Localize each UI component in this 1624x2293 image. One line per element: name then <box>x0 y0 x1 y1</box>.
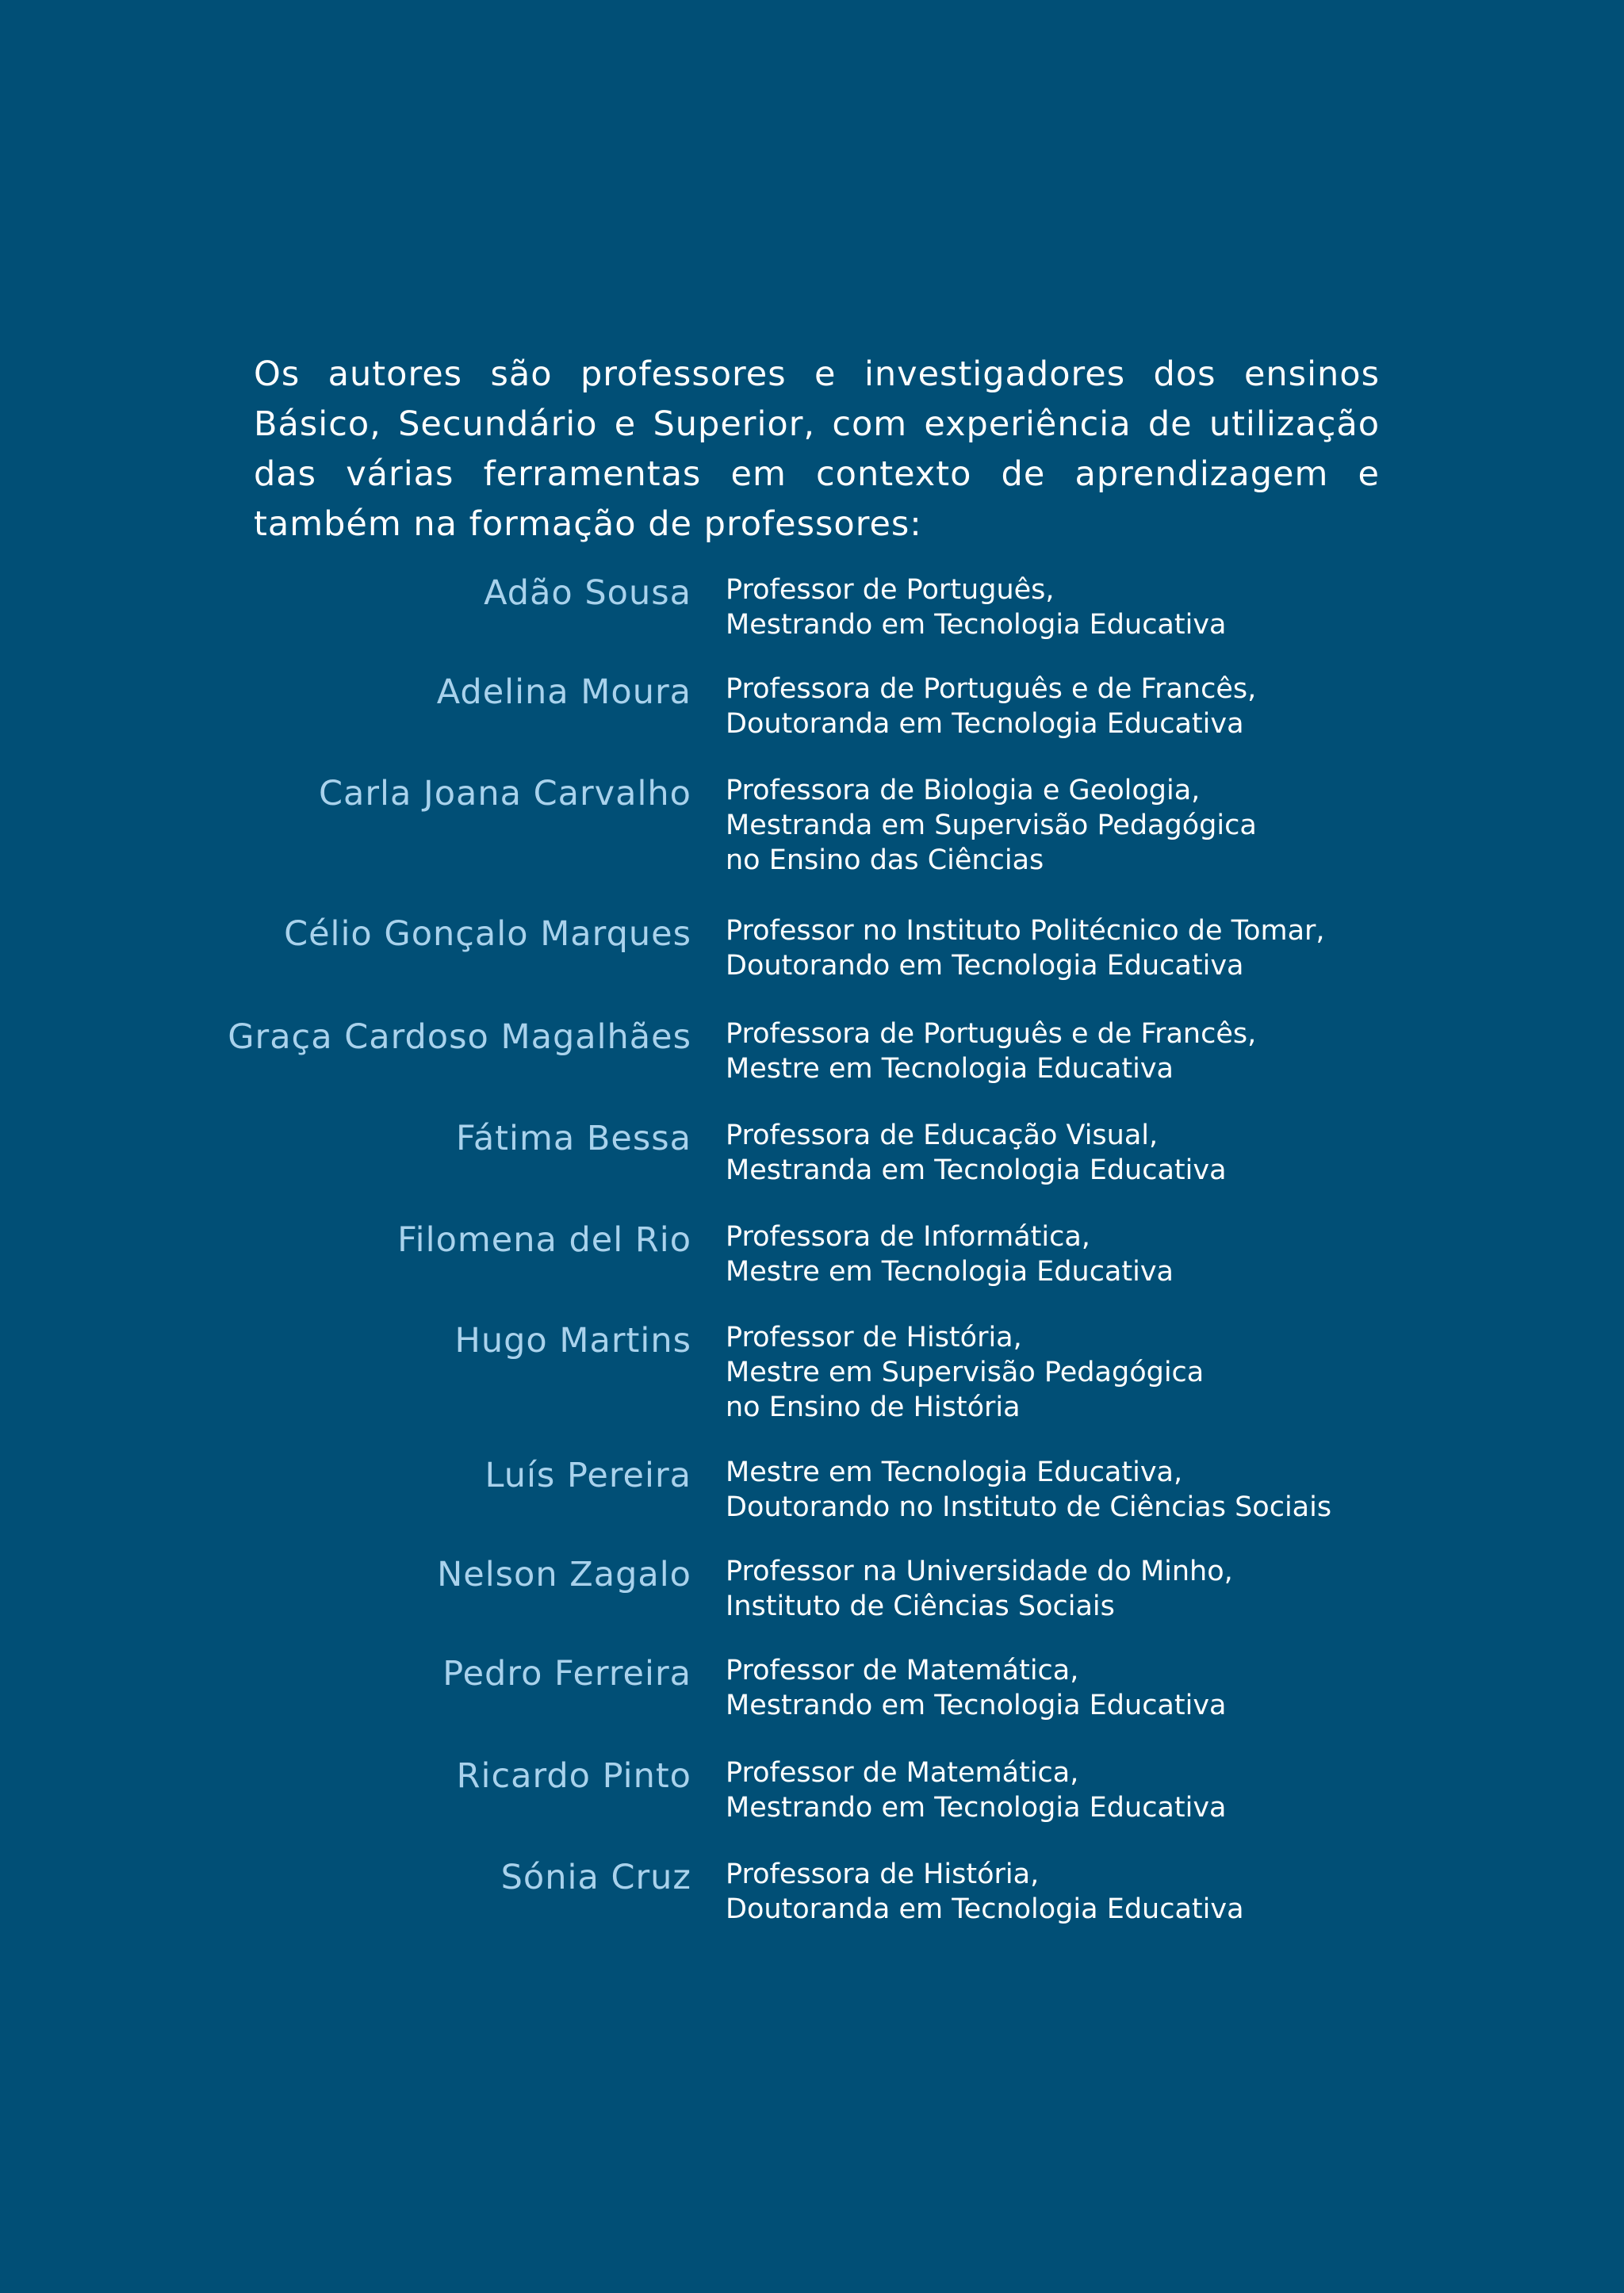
author-name: Luís Pereira <box>485 1456 691 1495</box>
author-name: Adão Sousa <box>484 573 691 613</box>
author-description-line: Mestrando em Tecnologia Educativa <box>726 609 1227 641</box>
author-description <box>726 1755 1566 1825</box>
author-description-line: Mestre em Tecnologia Educativa, <box>726 1457 1183 1488</box>
author-description <box>726 1320 1566 1425</box>
author-description <box>726 1554 1566 1624</box>
author-description-line: Mestranda em Tecnologia Educativa <box>726 1154 1227 1186</box>
author-description-line: Doutorando em Tecnologia Educativa <box>726 950 1244 982</box>
author-description-line: Instituto de Ciências Sociais <box>726 1591 1115 1622</box>
author-description-line: Mestrando em Tecnologia Educativa <box>726 1792 1227 1824</box>
author-name: Fátima Bessa <box>456 1119 691 1158</box>
author-name: Adelina Moura <box>436 672 691 712</box>
author-name: Célio Gonçalo Marques <box>284 914 691 954</box>
author-description <box>726 1455 1566 1525</box>
author-description-line: Doutoranda em Tecnologia Educativa <box>726 1893 1244 1925</box>
author-name: Hugo Martins <box>454 1321 691 1361</box>
author-description <box>726 1118 1566 1188</box>
author-name: Ricardo Pinto <box>456 1756 691 1796</box>
author-description-line: Professora de Biologia e Geologia, <box>726 775 1201 806</box>
author-description <box>726 773 1566 878</box>
author-name: Graça Cardoso Magalhães <box>228 1017 691 1057</box>
author-description-line: Mestre em Tecnologia Educativa <box>726 1256 1174 1288</box>
author-description <box>726 672 1566 741</box>
author-description-line: Doutorando no Instituto de Ciências Sociais <box>726 1491 1332 1523</box>
author-name: Filomena del Rio <box>397 1220 691 1260</box>
author-description-line: Mestrando em Tecnologia Educativa <box>726 1690 1227 1721</box>
author-description <box>726 1219 1566 1289</box>
author-name: Carla Joana Carvalho <box>319 774 691 813</box>
author-description-line: Mestre em Supervisão Pedagógica <box>726 1357 1205 1388</box>
intro-paragraph: Os autores são professores e investigadores dos ensinos Básico, Secundário e Superior, com experiência de utilização das várias ferramentas em contexto de aprendizagem e também na formação de professores: <box>254 354 1380 544</box>
author-description <box>726 572 1566 642</box>
author-description-line: Professor no Instituto Politécnico de Tomar, <box>726 915 1325 947</box>
author-description <box>726 1857 1566 1927</box>
author-description <box>726 913 1566 983</box>
author-description-line: Mestranda em Supervisão Pedagógica <box>726 810 1257 841</box>
author-description-line: no Ensino de História <box>726 1391 1021 1423</box>
author-description <box>726 1653 1566 1723</box>
author-description-line: Professora de Português e de Francês, <box>726 1018 1257 1050</box>
author-description-line: Mestre em Tecnologia Educativa <box>726 1053 1174 1085</box>
author-name: Pedro Ferreira <box>442 1654 691 1694</box>
author-description-line: Professora de Informática, <box>726 1221 1090 1253</box>
author-description-line: Doutoranda em Tecnologia Educativa <box>726 708 1244 740</box>
author-name: Sónia Cruz <box>500 1858 691 1897</box>
author-description-line: Professor de Português, <box>726 574 1055 606</box>
author-description-line: Professora de História, <box>726 1859 1040 1890</box>
author-description <box>726 1016 1566 1086</box>
author-description-line: Professor de História, <box>726 1322 1022 1353</box>
author-description-line: Professor na Universidade do Minho, <box>726 1556 1233 1587</box>
author-description-line: Professora de Educação Visual, <box>726 1120 1159 1151</box>
author-description-line: Professor de Matemática, <box>726 1655 1079 1686</box>
author-description-line: Professor de Matemática, <box>726 1757 1079 1789</box>
author-description-line: Professora de Português e de Francês, <box>726 673 1257 705</box>
author-description-line: no Ensino das Ciências <box>726 844 1044 876</box>
author-name: Nelson Zagalo <box>437 1555 691 1594</box>
